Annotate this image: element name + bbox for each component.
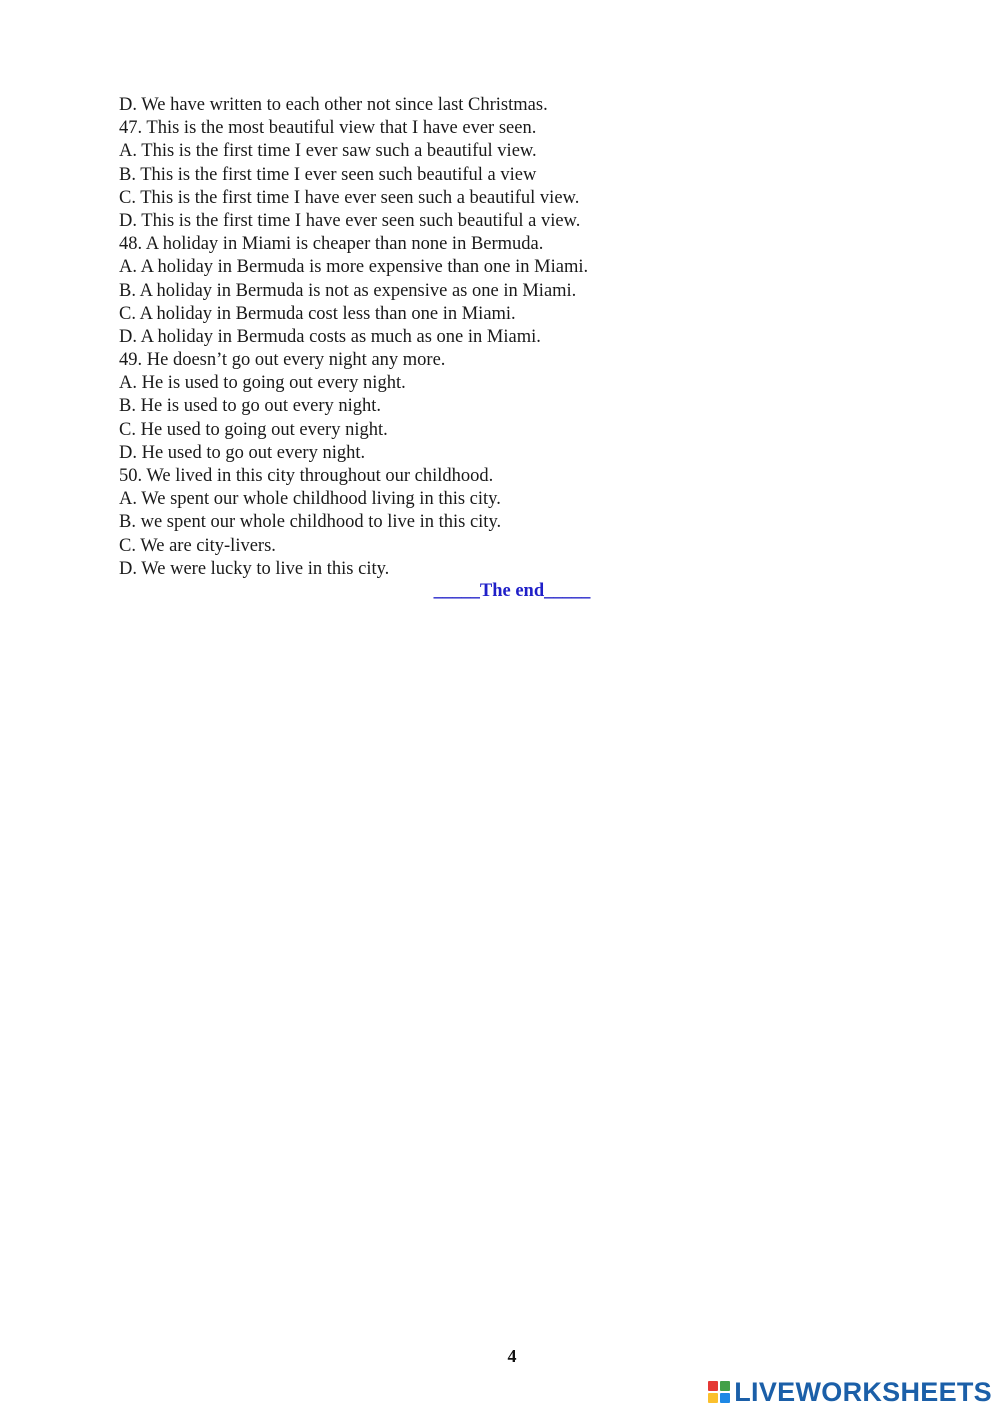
answer-option-47c: C. This is the first time I have ever seen such a beautiful view. <box>119 187 580 208</box>
answer-option-46d: D. We have written to each other not since last Christmas. <box>119 95 548 115</box>
question-48: 48. A holiday in Miami is cheaper than none in Bermuda. <box>119 234 544 255</box>
answer-option-47d: D. This is the first time I have ever seen such beautiful a view. <box>119 210 581 231</box>
answer-option-48a: A. A holiday in Bermuda is more expensive than one in Miami. <box>119 257 589 278</box>
liveworksheets-brand[interactable] <box>708 1377 992 1407</box>
logo-tile-red <box>708 1381 718 1391</box>
answer-option-47a: A. This is the first time I ever saw such a beautiful view. <box>119 141 537 162</box>
answer-option-49a: A. He is used to going out every night. <box>119 373 406 394</box>
logo-tile-green <box>720 1381 730 1391</box>
answer-option-48c: C. A holiday in Bermuda cost less than one in Miami. <box>119 303 516 324</box>
answer-option-50c: C. We are city-livers. <box>119 535 276 556</box>
logo-tile-yellow <box>708 1393 718 1403</box>
answer-option-48d: D. A holiday in Bermuda costs as much as one in Miami. <box>119 326 541 347</box>
answer-option-50a: A. We spent our whole childhood living in this city. <box>119 489 501 510</box>
logo-tile-blue <box>720 1393 730 1403</box>
answer-option-47b: B. This is the first time I ever seen such beautiful a view <box>119 164 537 185</box>
question-49: 49. He doesn’t go out every night any more. <box>119 350 446 371</box>
question-list <box>119 94 588 581</box>
question-50: 50. We lived in this city throughout our childhood. <box>119 466 494 486</box>
answer-option-49b: B. He is used to go out every night. <box>119 396 382 417</box>
answer-option-48b: B. A holiday in Bermuda is not as expensive as one in Miami. <box>119 280 577 301</box>
answer-option-49d: D. He used to go out every night. <box>119 442 366 463</box>
liveworksheets-logo-icon <box>708 1381 730 1403</box>
page-number: 4 <box>507 1346 517 1366</box>
answer-option-49c: C. He used to going out every night. <box>119 419 388 440</box>
answer-option-50b: B. we spent our whole childhood to live in this city. <box>119 512 502 533</box>
question-47: 47. This is the most beautiful view that I have ever seen. <box>119 118 537 139</box>
brand-name: LIVEWORKSHEETS <box>734 1377 992 1407</box>
answer-option-50d: D. We were lucky to live in this city. <box>119 558 390 579</box>
the-end-marker: _____The end_____ <box>433 581 591 601</box>
